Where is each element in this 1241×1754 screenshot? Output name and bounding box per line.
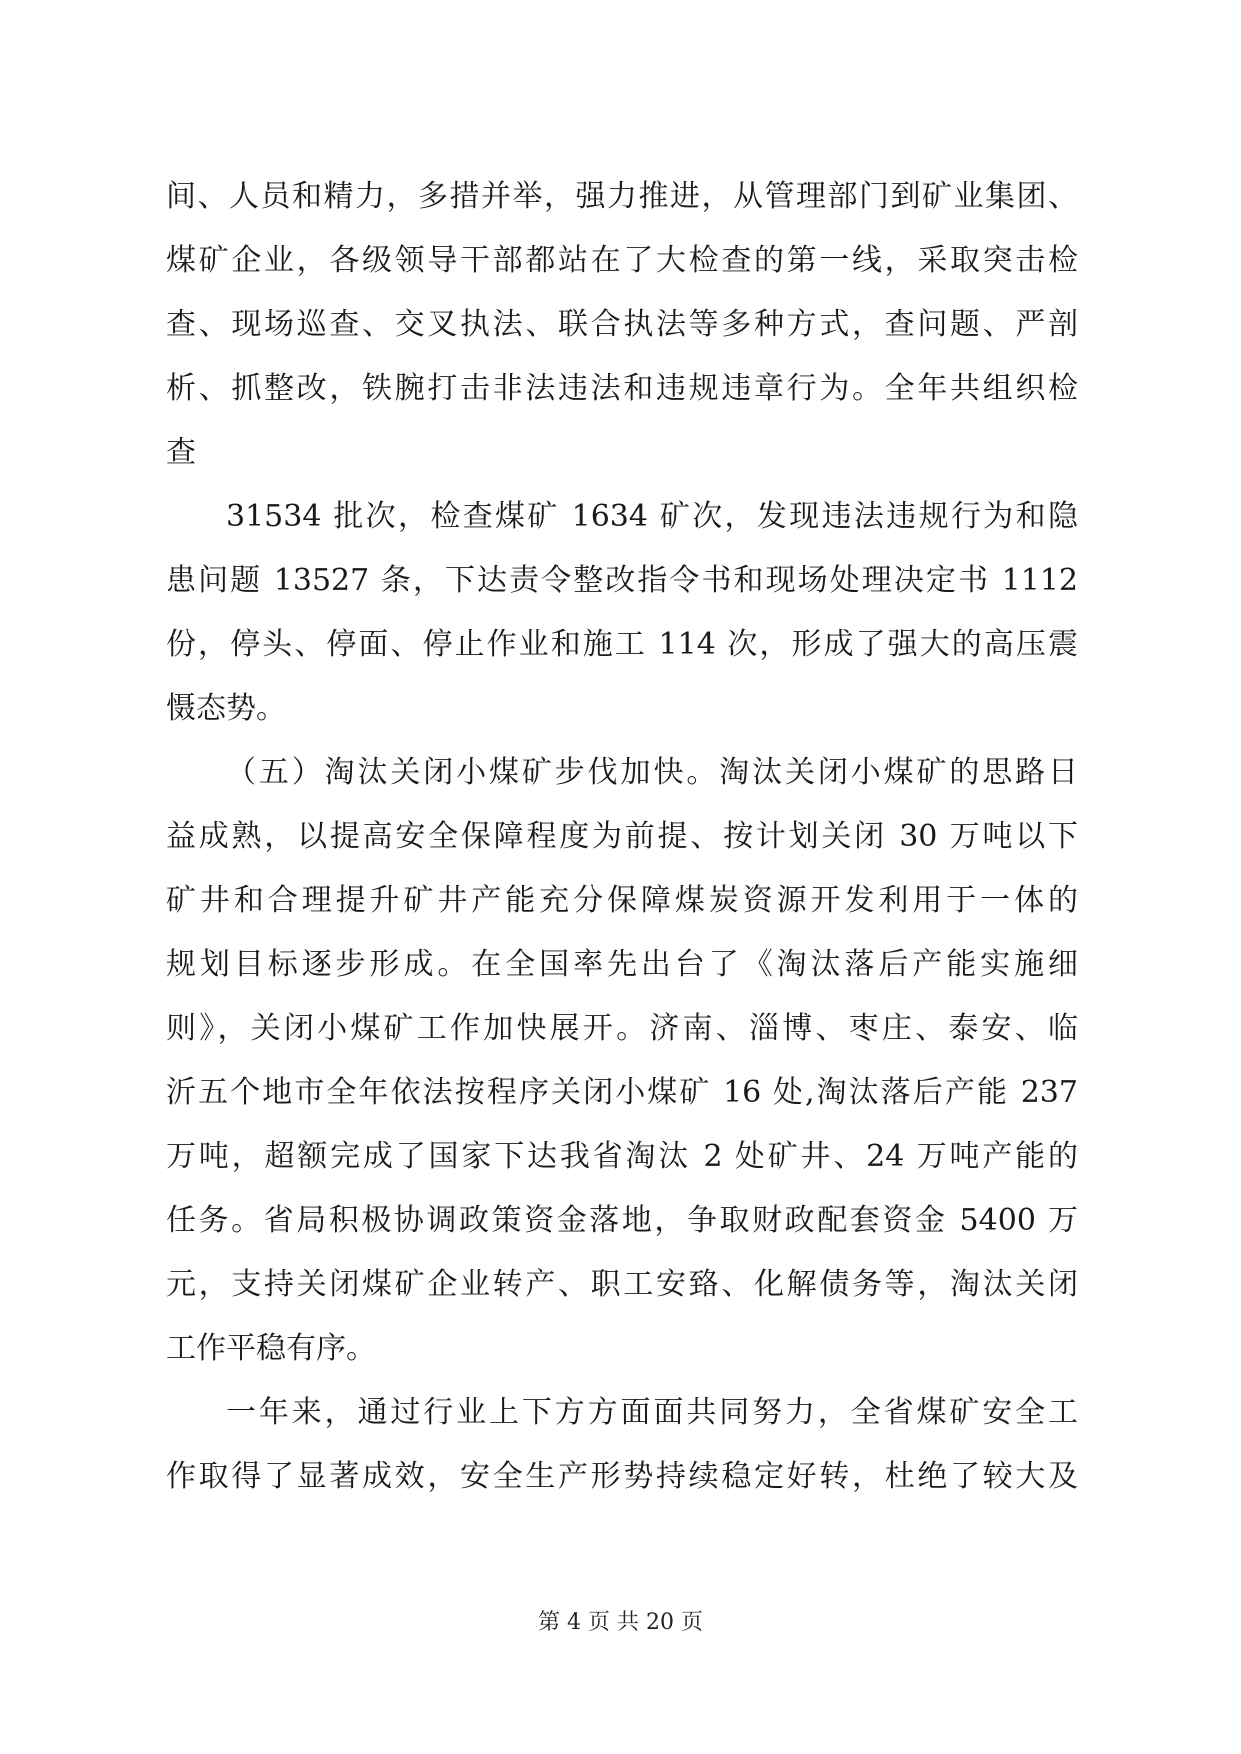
text-line: 查 [166,435,196,470]
text-line: 煤矿企业，各级领导干部都站在了大检查的第一线，采取突击检 [166,243,1078,278]
text-line: 作取得了显著成效，安全生产形势持续稳定好转，杜绝了较大及 [166,1459,1078,1494]
text-line: 析、抓整改，铁腕打击非法违法和违规违章行为。全年共组织检 [166,371,1078,406]
text-line: 元，支持关闭煤矿企业转产、职工安臵、化解债务等，淘汰关闭 [166,1267,1078,1302]
text-line: （五）淘汰关闭小煤矿步伐加快。淘汰关闭小煤矿的思路日 [226,755,1078,790]
text-line: 规划目标逐步形成。在全国率先出台了《淘汰落后产能实施细 [166,947,1078,982]
text-line: 矿井和合理提升矿井产能充分保障煤炭资源开发利用于一体的 [166,883,1078,918]
text-line: 31534 批次，检查煤矿 1634 矿次，发现违法违规行为和隐 [226,499,1078,534]
text-line: 间、人员和精力，多措并举，强力推进，从管理部门到矿业集团、 [166,179,1078,214]
text-line: 任务。省局积极协调政策资金落地，争取财政配套资金 5400 万 [166,1203,1078,1238]
body-text [166,165,1078,1509]
text-line: 查、现场巡查、交叉执法、联合执法等多种方式，查问题、严剖 [166,307,1078,342]
text-line: 患问题 13527 条，下达责令整改指令书和现场处理决定书 1112 [166,563,1078,598]
text-line: 份，停头、停面、停止作业和施工 114 次，形成了强大的高压震 [166,627,1078,662]
text-line: 则》，关闭小煤矿工作加快展开。济南、淄博、枣庄、泰安、临 [166,1011,1078,1046]
text-line: 一年来，通过行业上下方方面面共同努力，全省煤矿安全工 [226,1395,1078,1430]
text-line: 慑态势。 [166,691,286,726]
text-line: 工作平稳有序。 [166,1331,376,1366]
text-line: 万吨，超额完成了国家下达我省淘汰 2 处矿井、24 万吨产能的 [166,1139,1078,1174]
text-line: 沂五个地市全年依法按程序关闭小煤矿 16 处,淘汰落后产能 237 [166,1075,1078,1110]
page-footer: 第 4 页 共 20 页 [538,1610,703,1635]
text-line: 益成熟，以提高安全保障程度为前提、按计划关闭 30 万吨以下 [166,819,1078,854]
